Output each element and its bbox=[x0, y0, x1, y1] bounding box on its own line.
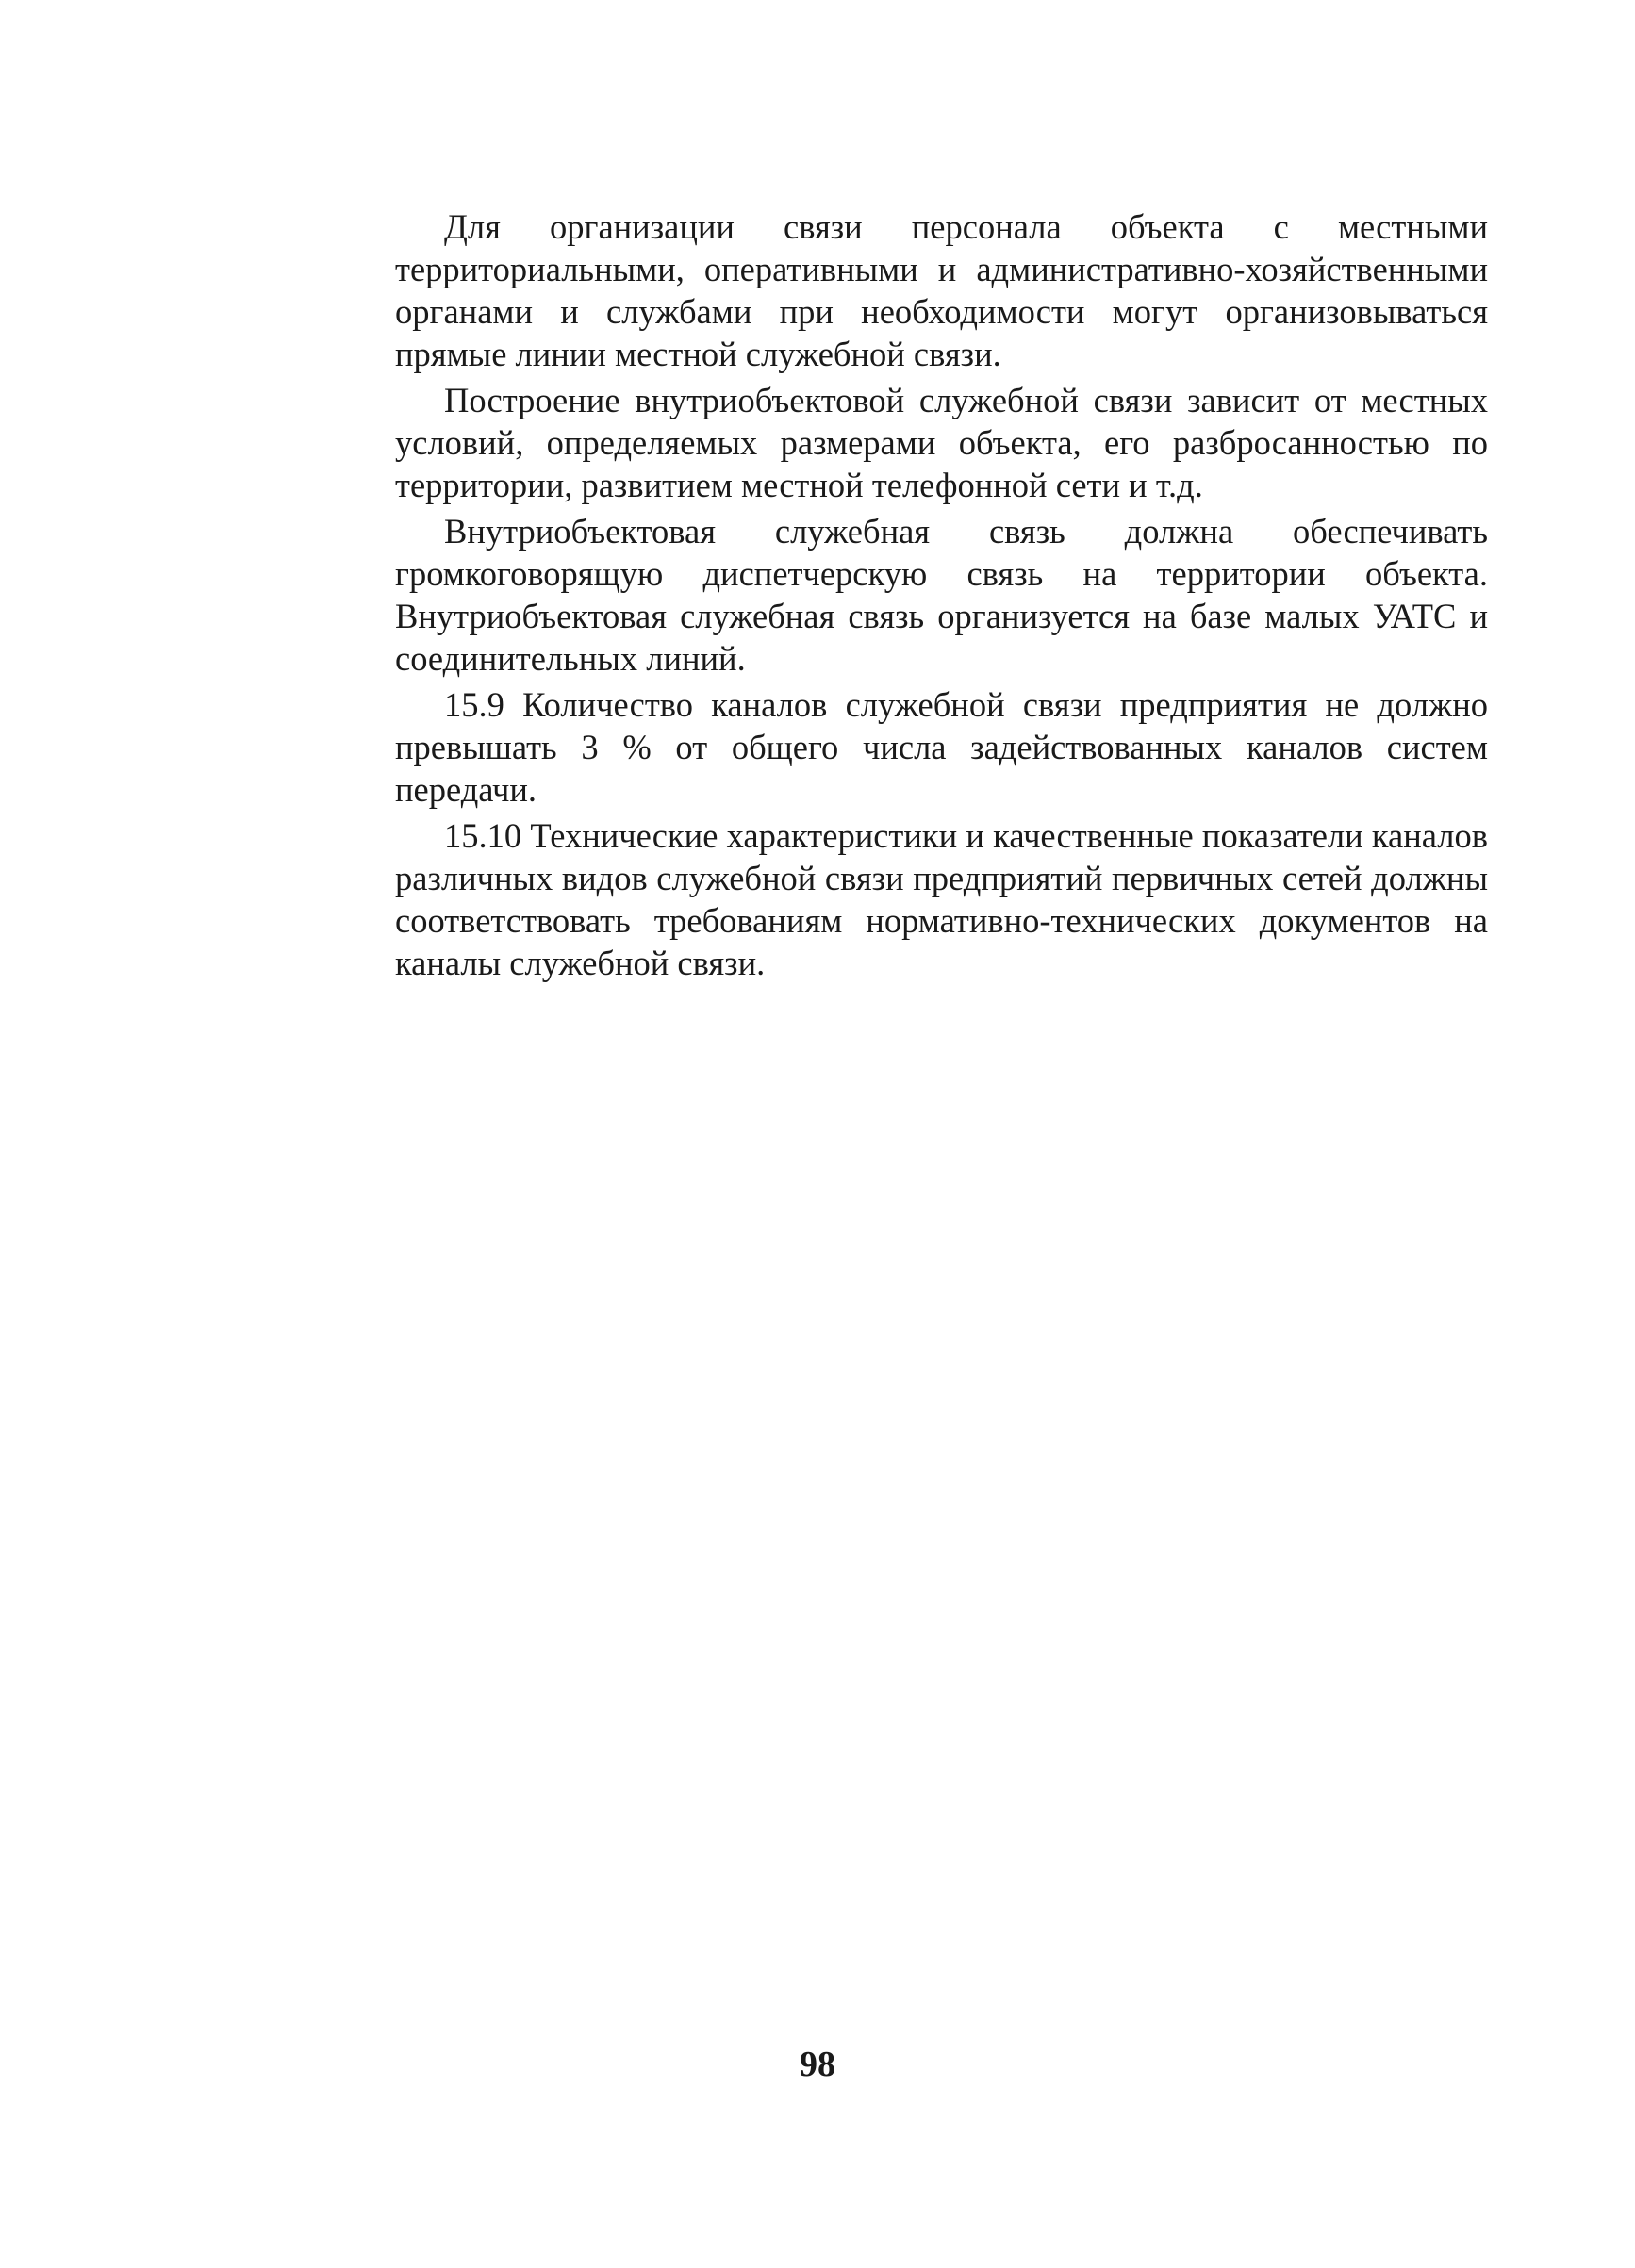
paragraph-intra-object-construction: Построение внутриобъектовой служебной связи зависит от местных условий, определяемых размерами объекта, его разбросанностью по территории, развитием местной телефонной сети и т.д. bbox=[395, 381, 1488, 504]
paragraph-local-service-lines: Для организации связи персонала объекта с местными территориальными, оперативными и административно-хозяйственными органами и службами при необходимости могут организовываться прямые линии местной служебной связи. bbox=[395, 207, 1488, 373]
paragraph-loudspeaker-dispatch: Внутриобъектовая служебная связь должна обеспечивать громкоговорящую диспетчерскую связь на территории объекта. Внутриобъектовая служебная связь организуется на базе малых УАТС и соединительных линий. bbox=[395, 512, 1488, 678]
paragraph-15-10: 15.10 Технические характеристики и качественные показатели каналов различных видов служебной связи предприятий первичных сетей должны соответствовать требованиям нормативно-технических документов на каналы служебной связи. bbox=[395, 816, 1488, 982]
paragraph-15-9: 15.9 Количество каналов служебной связи предприятия не должно превышать 3 % от общего числа задействованных каналов систем передачи. bbox=[395, 685, 1488, 809]
page-number: 98 bbox=[800, 2045, 835, 2084]
body-text bbox=[395, 205, 1488, 988]
